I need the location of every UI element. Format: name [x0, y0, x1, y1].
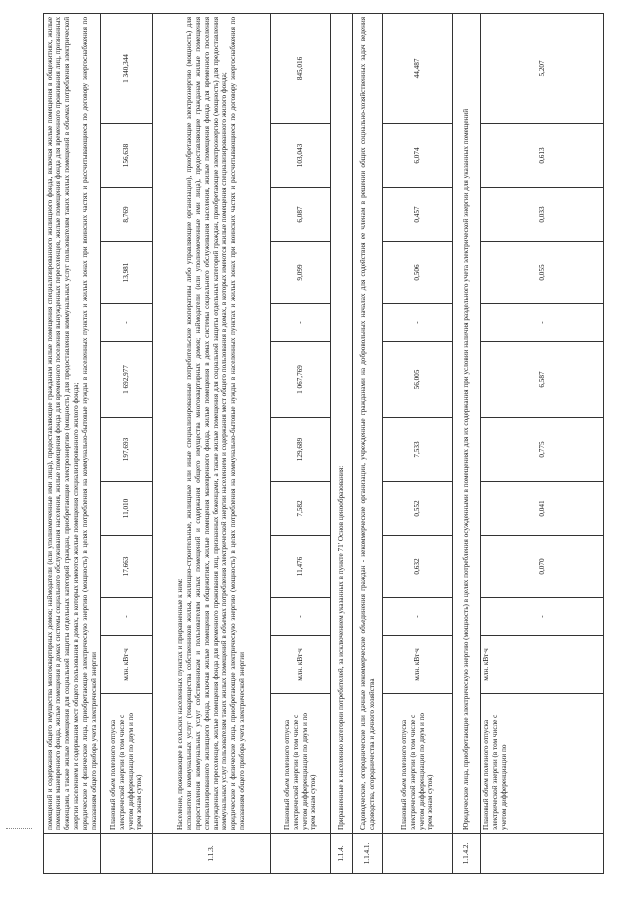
row-label: Плановый объем полезного отпуска электрической энергии (в том числе с учетом дифференциации по двум и по трем зонам суток) — [271, 694, 331, 834]
section-heading: Приравненные к населению категории потребителей, за исключением указанных в пункте 71' Основ ценообразования: — [331, 13, 353, 833]
value-cell: - — [481, 304, 604, 342]
row-label: Плановый объем полезного отпуска электрической энергии (в том числе с учетом дифференциации по — [481, 694, 604, 834]
unit-cell: млн. кВт∙ч — [481, 636, 604, 694]
value-cell: 103,043 — [271, 124, 331, 188]
section-heading: Садоводческие, огороднические или дачные некоммерческие объединения граждан - некоммерческие организации, учрежденные гражданами на добровольных началах для содействия ее членам в решении общих социально-хозяйственных задач ведения садоводства, огородничества и дачного хозяйства — [353, 13, 383, 833]
value-cell: - — [271, 598, 331, 636]
page-edge-mark — [6, 828, 32, 829]
value-cell: 7,533 — [383, 418, 453, 482]
section-heading-row — [353, 13, 383, 873]
paragraph: юридические и физические лица, приобретающие электрическую энергию (мощность) в целях потребления на коммунально-бытовые нужды в населенных пунктах и жилых зонах при воинских частях и рассчитывающиеся по договору энергоснабжения по показаниям общего прибора учета электрической энергии — [229, 16, 246, 830]
table-row — [101, 13, 153, 873]
table-row — [481, 13, 604, 873]
section-number: 1.1.3. — [153, 834, 271, 874]
value-cell: 0,041 — [481, 482, 604, 536]
section-number: 1.1.4. — [331, 834, 353, 874]
rotated-table-wrapper — [43, 14, 603, 874]
value-cell: 6,087 — [271, 188, 331, 242]
value-cell: - — [383, 304, 453, 342]
section-heading: Население, проживающее в сельских населенных пунктах и приравненные к ним: — [176, 578, 185, 830]
value-cell: 0,552 — [383, 482, 453, 536]
value-cell: 1 067,769 — [271, 342, 331, 418]
row-label: Плановый объем полезного отпуска электрической энергии (в том числе с учетом дифференциации по двум и по трем зонам суток) — [101, 694, 153, 834]
paragraph: исполнители коммунальных услуг (товарищества собственников жилья, жилищно-строительные, жилищные или иные специализированные потребительские кооперативы либо управляющие организации), приобретающие электроэнергию (мощность) для предоставления коммунальных услуг собственникам и пользователям жилых помещений и содержания общего имущества многоквартирных домов; наймодатели (или уполномоченные ими лица), предоставляющие гражданам жилые помещения специализированного жилищного фонда, включая жилые помещения в общежитиях, жилые помещения маневренного фонда, жилые помещения в домах системы социального обслуживания населения, жилые помещения фонда для временного поселения вынужденных переселенцев, жилые помещения фонда для временного проживания лиц, признанных беженцами, а также жилые помещения для социальной защиты отдельных категорий граждан, приобретающие электроэнергию (мощность) для предоставления коммунальных услуг пользователям таких жилых помещений в объемах потребления электрической энергии населением и содержания мест общего пользования в домах, в которых имеются жилые помещения специализированного жилого фонда; — [185, 16, 229, 830]
value-cell: 1 340,344 — [101, 13, 153, 123]
value-cell: 845,016 — [271, 13, 331, 123]
value-cell: 0,055 — [481, 242, 604, 304]
value-cell: - — [101, 598, 153, 636]
value-cell: 5,207 — [481, 13, 604, 123]
value-cell: 0,033 — [481, 188, 604, 242]
section-number-cell — [101, 834, 153, 874]
value-cell: 11,010 — [101, 482, 153, 536]
section-number-cell — [383, 834, 453, 874]
value-cell: - — [383, 598, 453, 636]
value-cell: 0,775 — [481, 418, 604, 482]
unit-cell: млн. кВт∙ч — [101, 636, 153, 694]
value-cell: 6,074 — [383, 124, 453, 188]
value-cell: 7,582 — [271, 482, 331, 536]
value-cell: 0,632 — [383, 536, 453, 598]
continuation-text-cell — [44, 13, 101, 833]
section-text-cell — [153, 13, 271, 833]
value-cell: - — [481, 598, 604, 636]
value-cell: 0,457 — [383, 188, 453, 242]
tariff-volume-table — [43, 13, 604, 874]
paragraph: помещений и содержания общего имущества многоквартирных домов; наймодатели (или уполномоченные ими лица), предоставляющие гражданам жилые помещения специализированного жилищного фонда, включая жилые помещения в общежитиях, жилые помещения маневренного фонда, жилые помещения в домах системы социального обслуживания населения, жилые помещения фонда для временного поселения вынужденных переселенцев, жилые помещения фонда для временного проживания лиц, признанных беженцами, а также жилые помещения для социальной защиты отдельных категорий граждан, приобретающие электроэнергию (мощность) для предоставления коммунальных услуг пользователям таких жилых помещений в объемах потребления электрической энергии населением и содержания мест общего пользования в домах, в которых имеются жилые помещения специализированного жилого фонда; — [45, 16, 80, 830]
section-number-cell — [271, 834, 331, 874]
value-cell: 0,613 — [481, 124, 604, 188]
value-cell: 8,769 — [101, 188, 153, 242]
paragraph: юридические и физические лица, приобретающие электрическую энергию (мощность) в целях потребления на коммунально-бытовые нужды в населенных пунктах и жилых зонах при воинских частях и рассчитывающиеся по договору энергоснабжения по показаниям общего прибора учета электрической энергии — [80, 16, 98, 830]
unit-cell: млн. кВт∙ч — [271, 636, 331, 694]
section-heading-row — [331, 13, 353, 873]
value-cell: 197,693 — [101, 418, 153, 482]
section-heading: Юридические лица, приобретающие электрическую энергию (мощность) в целях потребления осужденными в помещениях для их содержания при условии наличия раздельного учета электрической энергии для указанных помещений — [453, 13, 481, 833]
value-cell: 17,663 — [101, 536, 153, 598]
value-cell: 56,005 — [383, 342, 453, 418]
value-cell: 9,099 — [271, 242, 331, 304]
section-heading-row — [453, 13, 481, 873]
value-cell: 11,476 — [271, 536, 331, 598]
value-cell: 13,981 — [101, 242, 153, 304]
section-number-cell — [481, 834, 604, 874]
table-row — [271, 13, 331, 873]
value-cell: 1 692,977 — [101, 342, 153, 418]
row-label: Плановый объем полезного отпуска электрической энергии (в том числе с учетом дифференциации по двум и по трем зонам суток) — [383, 694, 453, 834]
table-row — [383, 13, 453, 873]
value-cell: - — [271, 304, 331, 342]
unit-cell: млн. кВт∙ч — [383, 636, 453, 694]
continuation-text-row — [44, 13, 101, 873]
section-number: 1.1.4.2. — [453, 834, 481, 874]
value-cell: 0,506 — [383, 242, 453, 304]
section-heading-row — [153, 13, 271, 873]
value-cell: - — [101, 304, 153, 342]
value-cell: 156,638 — [101, 124, 153, 188]
value-cell: 44,487 — [383, 13, 453, 123]
value-cell: 0,070 — [481, 536, 604, 598]
value-cell: 6,587 — [481, 342, 604, 418]
section-number-cell — [44, 834, 101, 874]
section-number: 1.1.4.1. — [353, 834, 383, 874]
value-cell: 129,689 — [271, 418, 331, 482]
